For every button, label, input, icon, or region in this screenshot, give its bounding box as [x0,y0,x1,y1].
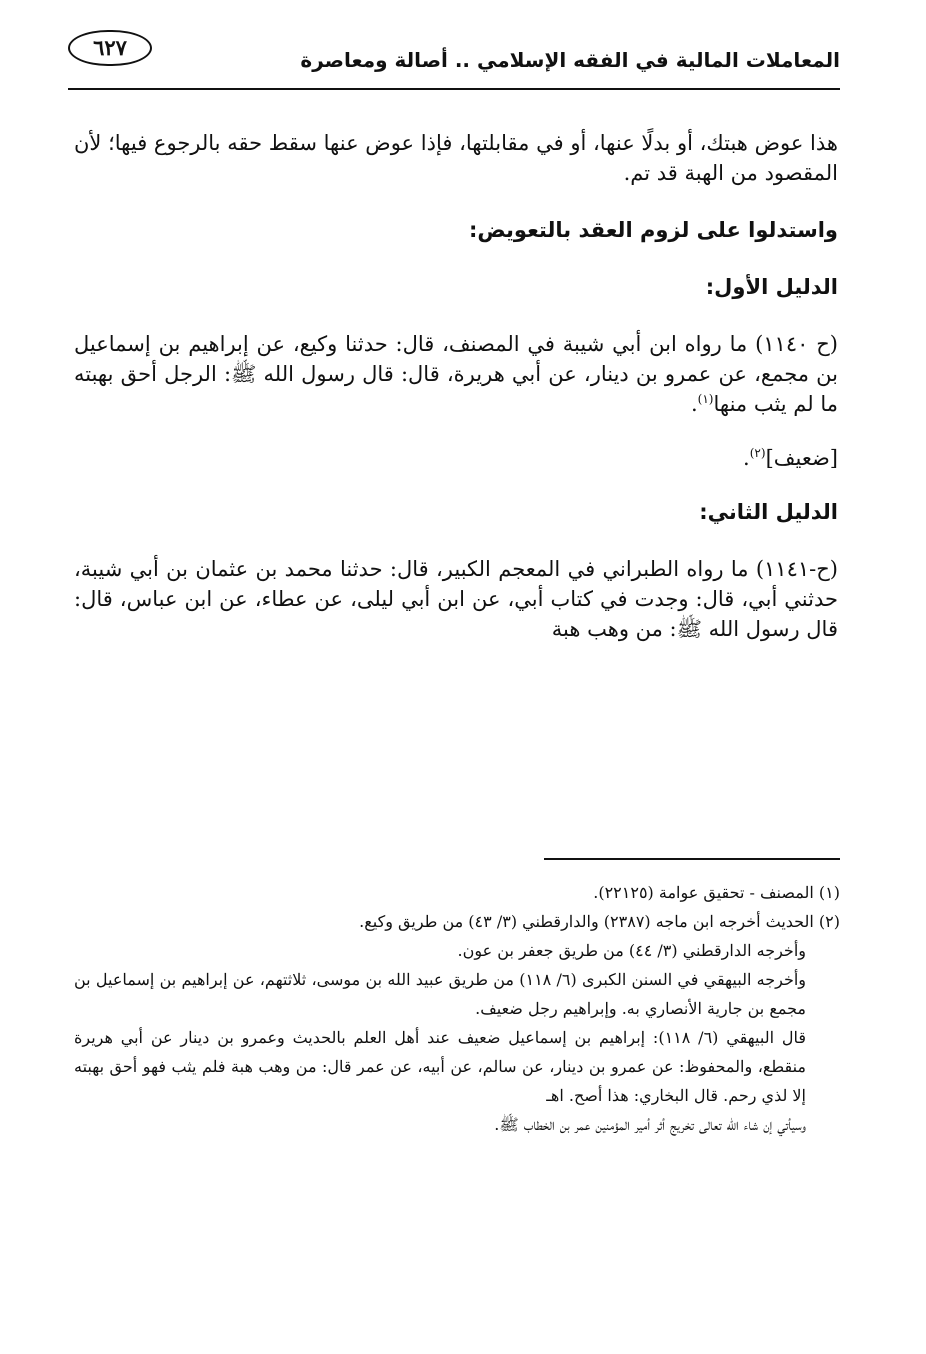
book-title: المعاملات المالية في الفقه الإسلامي .. أصالة ومعاصرة [300,48,840,72]
hadith-1140-text: (ح ١١٤٠) ما رواه ابن أبي شيبة في المصنف، قال: حدثنا وكيع، عن إبراهيم بن إسماعيل بن مجمع، عن عمرو بن دينار، عن أبي هريرة، قال: قال رسول الله ﷺ: الرجل أحق بهبته ما لم يثب منها [74,332,838,416]
footnote-2-bayhaqi-comment: قال البيهقي (٦/ ١١٨): إبراهيم بن إسماعيل ضعيف عند أهل العلم بالحديث وعمرو بن دينار عن أبي هريرة منقطع، والمحفوظ: عن عمرو بن دينار، عن سالم، عن أبيه، عن عمر قال: من وهب هبة فلم يثب فهو أحق بهبته إلا لذي رحم. قال البخاري: هذا أصح. اهـ [74,1028,807,1105]
footnote-2: (٢) الحديث أخرجه ابن ماجه (٢٣٨٧) والدارقطني (٣/ ٤٣) من طريق وكيع. [359,912,840,931]
footnote-rule [544,858,840,860]
footnote-2-umar-note: وسيأتي إن شاء الله تعالى تخريج أثر أمير المؤمنين عمر بن الخطاب ﷺ. [494,1115,806,1134]
grading-end: . [743,446,750,470]
page-number: ٦٢٧ [68,30,152,66]
grading [74,443,838,473]
footnote-2-daraqutni: وأخرجه الدارقطني (٣/ ٤٤) من طريق جعفر بن عون. [457,941,806,960]
paragraph-1: هذا عوض هبتك، أو بدلًا عنها، أو في مقابلتها، فإذا عوض عنها سقط حقه بالرجوع فيها؛ لأن المقصود من الهبة قد تم. [74,131,838,185]
footnote-ref-1: (١) [697,392,714,406]
main-text [74,128,838,671]
hadith-1140-end: . [690,392,698,416]
footnote-ref-2: (٢) [749,446,766,460]
hadith-1140 [74,329,838,419]
grading-text: [ضعيف] [765,446,838,470]
heading-second-evidence: الدليل الثاني: [699,500,838,524]
page-header [68,40,840,92]
heading-first-evidence: الدليل الأول: [705,275,838,299]
evidence-intro: واستدلوا على لزوم العقد بالتعويض: [468,218,838,242]
footnotes [74,878,840,1139]
header-rule [68,88,840,90]
hadith-1141: (ح-١١٤١) ما رواه الطبراني في المعجم الكبير، قال: حدثنا محمد بن عثمان بن أبي شيبة، حدثني أبي، قال: وجدت في كتاب أبي، عن ابن أبي ليلى، عن عطاء، عن ابن عباس، قال: قال رسول الله ﷺ: من وهب هبة [74,557,838,641]
footnote-1: (١) المصنف - تحقيق عوامة (٢٢١٢٥). [593,883,840,902]
footnote-2-bayhaqi: وأخرجه البيهقي في السنن الكبرى (٦/ ١١٨) من طريق عبيد الله بن موسى، ثلاثتهم، عن إبراهيم بن إسماعيل بن مجمع بن جارية الأنصاري به. وإبراهيم رجل ضعيف. [74,970,807,1018]
